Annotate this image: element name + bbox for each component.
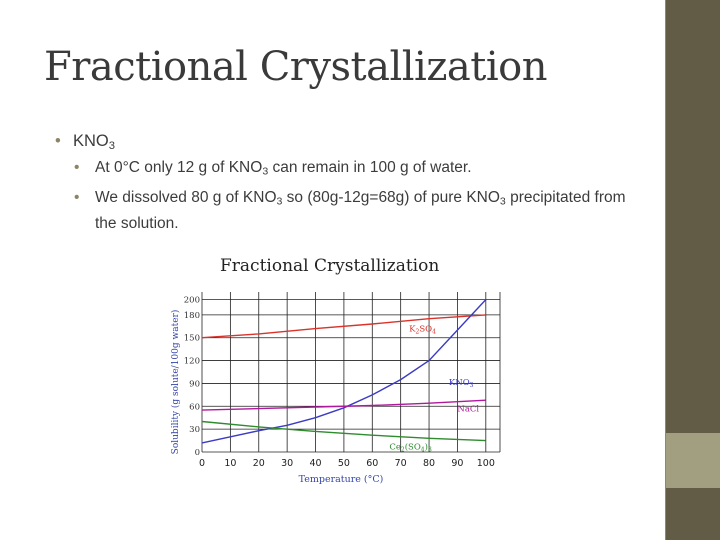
sub-bullet-text: We dissolved 80 g of KNO [95,189,277,207]
sub-bullet-subscript: 3 [499,196,506,209]
bullet-item [55,132,645,152]
series-label-part: (SO [404,442,421,453]
series-label-ce2-so4-3 [389,442,432,454]
series-label-subscript: 2 [415,328,420,336]
bullet-text: KNO [73,132,109,150]
series-label-part: K [409,324,416,335]
slide-title: Fractional Crystallization [44,44,547,90]
x-axis-label: Temperature (°C) [298,474,384,485]
y-tick-label: 0 [194,448,200,458]
series-label-subscript: 4 [432,328,436,336]
series-label-part: KNO [448,377,470,388]
x-tick-label: 60 [366,458,379,469]
x-tick-label: 20 [252,458,265,469]
y-tick-label: 90 [189,379,200,390]
bullet-subscript: 3 [108,139,116,152]
series-label-part: ) [424,442,428,453]
series-label-subscript: 2 [400,446,405,454]
y-tick-label: 180 [183,310,200,321]
y-tick-label: 60 [189,402,200,413]
solubility-chart [168,244,508,490]
x-tick-label: 0 [198,458,206,469]
x-tick-label: 70 [394,458,407,469]
series-label-subscript: 3 [469,381,474,389]
y-tick-label: 30 [189,425,200,436]
series-label-kno3 [449,378,474,389]
series-label-part: Ce [389,442,401,453]
x-tick-label: 30 [281,458,294,469]
series-label-nacl [457,405,479,415]
x-tick-label: 10 [224,458,237,469]
sub-bullet-text: so (80g-12g=68g) of pure KNO [282,189,500,207]
x-tick-label: 90 [451,458,464,469]
sidebar-divider [665,0,666,540]
y-tick-label: 120 [183,356,200,367]
series-label-subscript: 4 [420,446,425,454]
y-tick-label: 200 [183,295,200,306]
sub-bullet-text: At 0°C only 12 g of KNO [95,158,263,176]
y-axis-label: Solubility (g solute/100g water) [171,309,181,455]
series-label-k2so4 [409,325,436,336]
x-tick-label: 40 [309,458,322,469]
sub-bullet-subscript: 3 [262,165,269,178]
x-tick-label: 80 [423,458,436,469]
sub-bullet-text: can remain in 100 g of water. [268,158,472,176]
series-label-part: NaCl [457,404,480,415]
sub-bullet-text: precipitated from the solution. [95,189,626,233]
sidebar-accent-block [665,433,720,488]
chart-title: Fractional Crystallization [220,256,440,276]
sub-bullet-item [55,157,645,183]
sub-bullet-subscript: 3 [276,196,283,209]
x-tick-label: 50 [337,458,350,469]
y-tick-label: 150 [183,333,200,344]
series-label-part: SO [419,324,433,335]
x-tick-label: 100 [476,458,495,469]
bullet-list [55,132,645,234]
series-label-subscript: 3 [427,446,432,454]
sub-bullet-item [55,187,645,234]
